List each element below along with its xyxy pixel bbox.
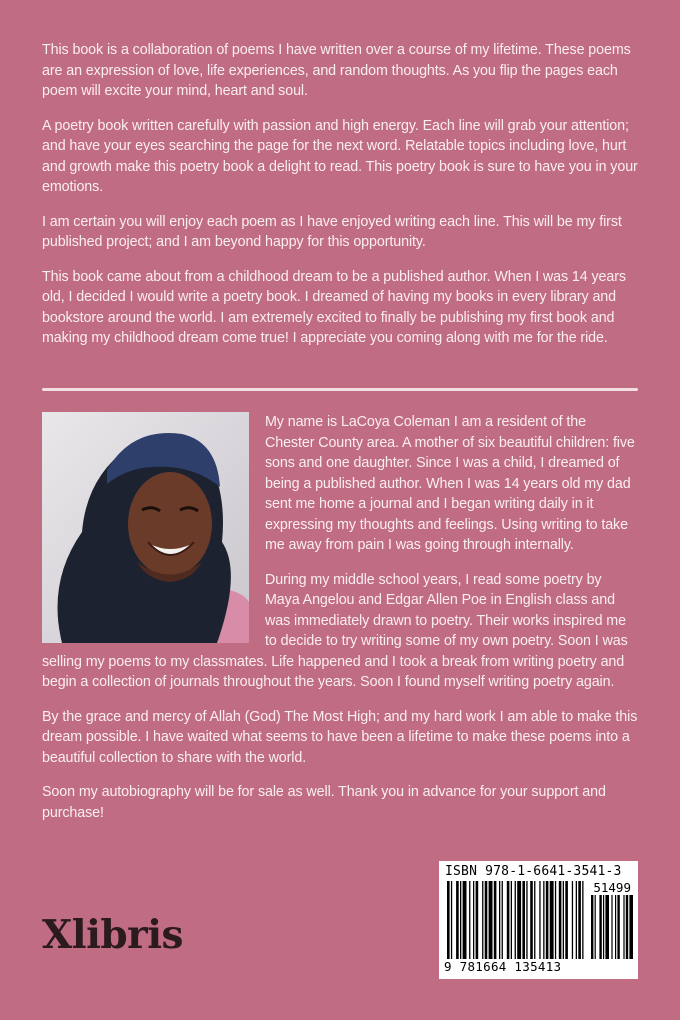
author-paragraph: During my middle school years, I read some poetry by Maya Angelou and Edgar Allen Poe in English class and was immediately drawn to poetry. Their works inspired me to decide to try writing some of my own poetry. Soon I was selling my poems to my classmates. Life happened and I took a break from writing poetry and begin a collection of journals throughout the years. Soon I found myself writing poetry again. (42, 571, 628, 690)
section-divider (42, 388, 638, 391)
isbn-barcode (439, 861, 638, 979)
price-code: 51499 (593, 880, 631, 895)
author-paragraph: By the grace and mercy of Allah (God) The Most High; and my hard work I am able to make this dream possible. I have waited what seems to have been a lifetime to make these poems into a beautiful collection to share with the world. (42, 708, 638, 766)
intro-paragraph: This book is a collaboration of poems I have written over a course of my lifetime. These poems are an expression of love, life experiences, and random thoughts. As you flip the pages each poem will excite your mind, heart and soul. (42, 42, 631, 99)
isbn-number: ISBN 978-1-6641-3541-3 (445, 864, 622, 879)
intro-paragraph: This book came about from a childhood dream to be a published author. When I was 14 years old, I decided I would write a poetry book. I dreamed of having my books in every library and bookstore around the world. I am extremely excited to finally be publishing my first book and making my childhood dream come true! I appreciate you coming along with me for the ride. (42, 268, 626, 346)
intro-paragraph: I am certain you will enjoy each poem as I have enjoyed writing each line. This will be my first published project; and I am beyond happy for this opportunity. (42, 213, 622, 250)
author-paragraph: My name is LaCoya Coleman I am a resident of the Chester County area. A mother of six beautiful children: five sons and one daughter. Since I was a child, I dreamed of being a published author. When I was 14 years old my dad sent me home a journal and I began writing daily in it expressing my thoughts and feelings. Using writing to take me away from pain I was going through internally. (265, 414, 635, 553)
intro-paragraph: A poetry book written carefully with passion and high energy. Each line will grab your attention; and have your eyes searching the page for the next word. Relatable topics including love, hurt and growth make this poetry book a delight to read. This poetry book is sure to have you in your emotions. (42, 117, 638, 195)
author-photo (42, 412, 249, 643)
author-bio (42, 412, 638, 837)
ean-number: 9 781664 135413 (444, 959, 562, 974)
barcode-bars (445, 881, 633, 961)
intro-text (42, 40, 638, 363)
publisher-logo: Xlibris (42, 912, 183, 958)
author-paragraph: Soon my autobiography will be for sale as well. Thank you in advance for your support and purchase! (42, 784, 606, 821)
